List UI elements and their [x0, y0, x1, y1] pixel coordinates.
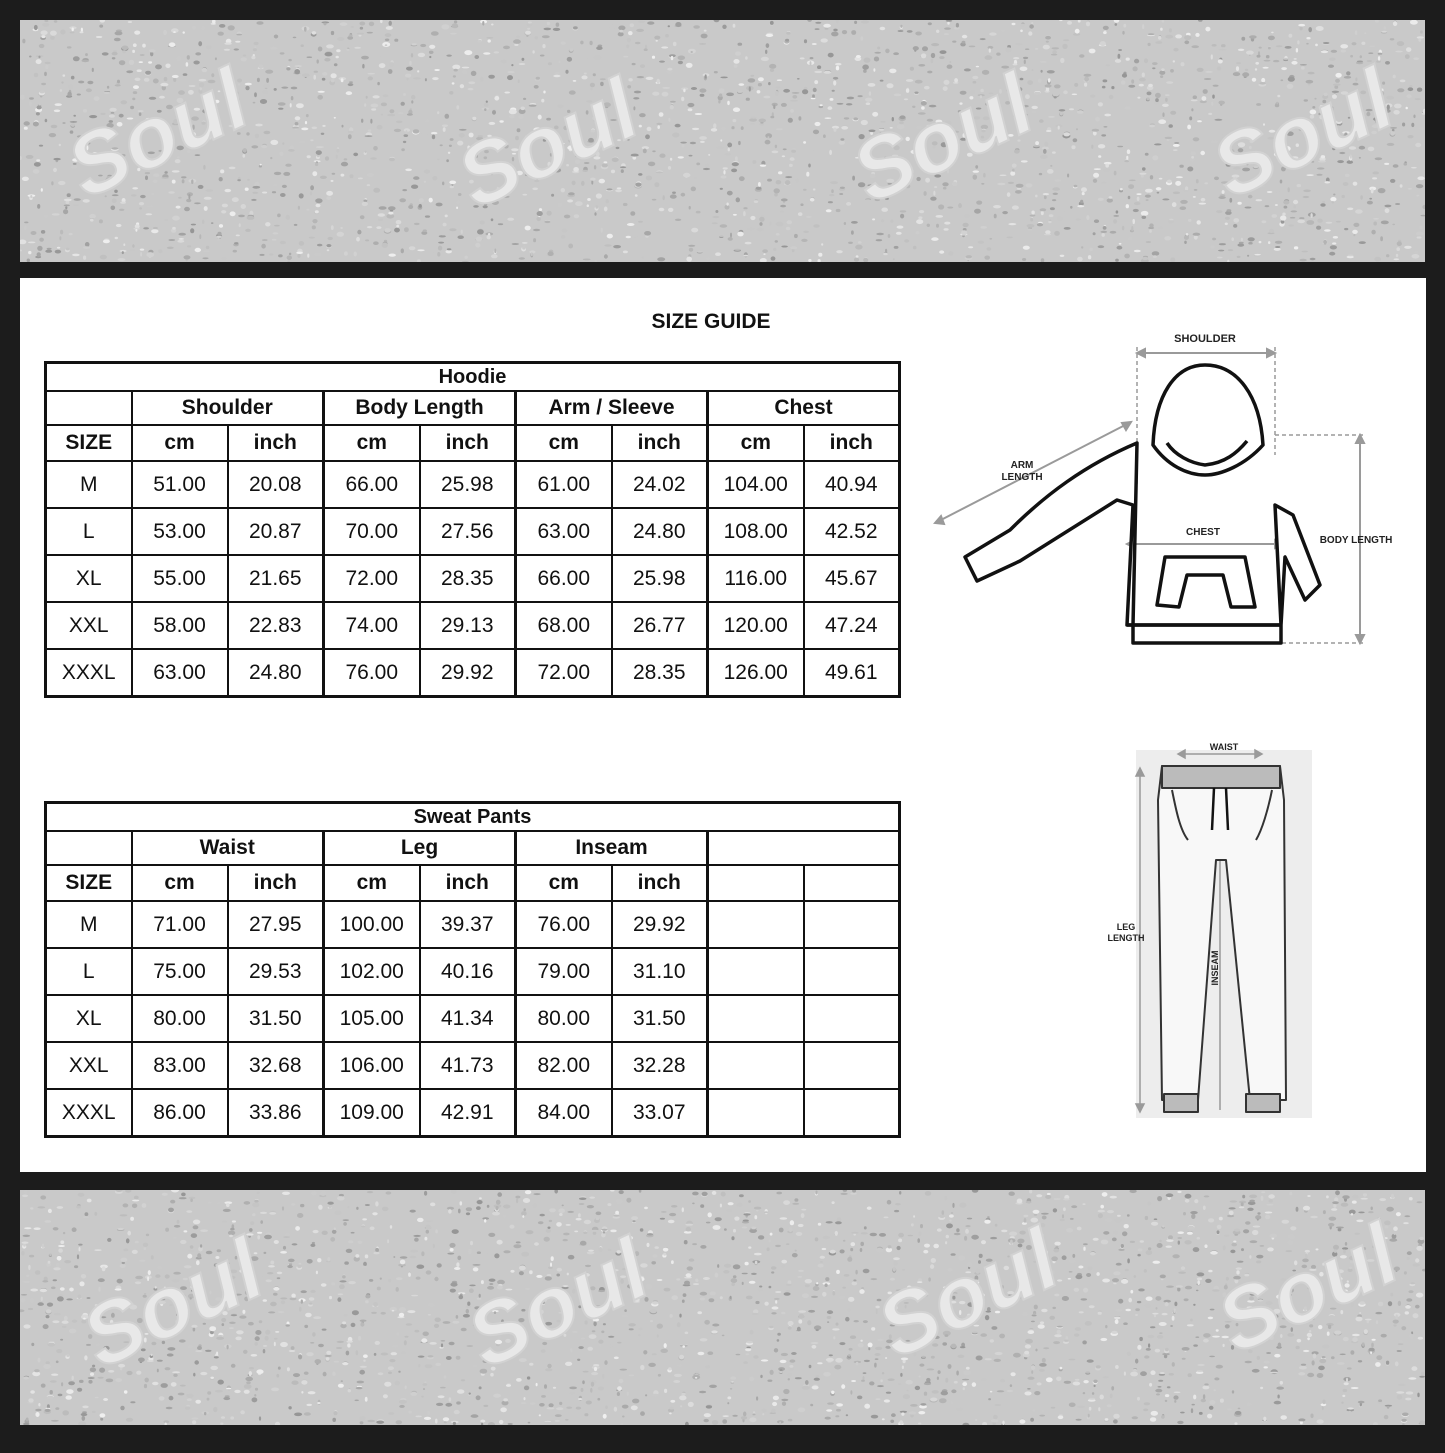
- measurement-cell: [708, 1089, 804, 1137]
- unit-header: inch: [612, 425, 708, 461]
- waist-label: WAIST: [1209, 742, 1239, 752]
- unit-header: inch: [228, 425, 324, 461]
- measurement-cell: 126.00: [708, 649, 804, 697]
- measurement-cell: 24.80: [228, 649, 324, 697]
- watermark-logo: [453, 1220, 664, 1387]
- measurement-cell: [804, 948, 900, 995]
- table-row: [46, 508, 900, 555]
- measurement-cell: 42.52: [804, 508, 900, 555]
- measurement-cell: 31.50: [612, 995, 708, 1042]
- measurement-cell: 72.00: [516, 649, 612, 697]
- measurement-cell: 109.00: [324, 1089, 420, 1137]
- svg-text:Soul: Soul: [53, 50, 263, 217]
- measurement-cell: 31.10: [612, 948, 708, 995]
- measurement-cell: 76.00: [324, 649, 420, 697]
- measurement-cell: 105.00: [324, 995, 420, 1042]
- measurement-cell: 79.00: [516, 948, 612, 995]
- watermark-logo: [53, 50, 264, 217]
- hoodie-diagram: [925, 325, 1405, 675]
- measurement-cell: 33.86: [228, 1089, 324, 1137]
- table-row: [46, 461, 900, 508]
- measurement-cell: 104.00: [708, 461, 804, 508]
- table-row: [46, 555, 900, 602]
- measurement-cell: 63.00: [132, 649, 228, 697]
- measurement-cell: 27.56: [420, 508, 516, 555]
- group-header: Leg: [324, 831, 516, 865]
- measurement-cell: 80.00: [132, 995, 228, 1042]
- watermark-logo: [1198, 50, 1409, 217]
- table-row: [46, 602, 900, 649]
- measurement-cell: 28.35: [612, 649, 708, 697]
- measurement-cell: 26.77: [612, 602, 708, 649]
- measurement-cell: 47.24: [804, 602, 900, 649]
- measurement-cell: [804, 995, 900, 1042]
- size-cell: L: [46, 948, 132, 995]
- measurement-cell: 102.00: [324, 948, 420, 995]
- measurement-cell: 27.95: [228, 901, 324, 948]
- blank-header-cell: [46, 831, 132, 865]
- measurement-cell: 116.00: [708, 555, 804, 602]
- measurement-cell: 25.98: [420, 461, 516, 508]
- measurement-cell: 49.61: [804, 649, 900, 697]
- arm-label: LENGTH: [1001, 472, 1043, 483]
- group-header: Waist: [132, 831, 324, 865]
- measurement-cell: [708, 901, 804, 948]
- measurement-cell: 70.00: [324, 508, 420, 555]
- pants-table-caption: Sweat Pants: [46, 803, 900, 832]
- size-cell: XXL: [46, 602, 132, 649]
- measurement-cell: 40.16: [420, 948, 516, 995]
- measurement-cell: 80.00: [516, 995, 612, 1042]
- unit-header: cm: [516, 425, 612, 461]
- measurement-cell: 86.00: [132, 1089, 228, 1137]
- measurement-cell: 106.00: [324, 1042, 420, 1089]
- arm-label: ARM: [1010, 460, 1034, 471]
- measurement-cell: [708, 948, 804, 995]
- unit-header: [804, 865, 900, 901]
- top-pattern-svg: [20, 20, 1425, 262]
- watermark-logo: [838, 55, 1049, 222]
- group-header: Shoulder: [132, 391, 324, 425]
- measurement-cell: [708, 995, 804, 1042]
- measurement-cell: 40.94: [804, 461, 900, 508]
- unit-header: cm: [132, 425, 228, 461]
- shoulder-label: SHOULDER: [1174, 333, 1236, 345]
- measurement-cell: 32.68: [228, 1042, 324, 1089]
- pants-diagram: [1100, 740, 1320, 1125]
- size-cell: XXXL: [46, 1089, 132, 1137]
- measurement-cell: 55.00: [132, 555, 228, 602]
- measurement-cell: 84.00: [516, 1089, 612, 1137]
- unit-header-row: [46, 865, 900, 901]
- watermark-logo: [443, 60, 654, 227]
- leg-label: LENGTH: [1107, 933, 1145, 943]
- measurement-cell: 29.92: [612, 901, 708, 948]
- size-cell: L: [46, 508, 132, 555]
- hoodie-outline: [965, 365, 1320, 643]
- unit-header: inch: [804, 425, 900, 461]
- measurement-cell: 41.34: [420, 995, 516, 1042]
- measurement-cell: 61.00: [516, 461, 612, 508]
- measurement-cell: 66.00: [516, 555, 612, 602]
- unit-header: cm: [708, 425, 804, 461]
- inseam-label: INSEAM: [1210, 950, 1220, 986]
- body-length-label: BODY LENGTH: [1319, 535, 1393, 546]
- size-cell: M: [46, 901, 132, 948]
- measurement-cell: 25.98: [612, 555, 708, 602]
- group-header: Arm / Sleeve: [516, 391, 708, 425]
- chest-label: CHEST: [1186, 527, 1220, 538]
- unit-header: cm: [324, 425, 420, 461]
- svg-text:Soul: Soul: [443, 60, 653, 227]
- measurement-cell: [708, 1042, 804, 1089]
- table-row: [46, 995, 900, 1042]
- svg-text:Soul: Soul: [1198, 50, 1408, 217]
- page-title: SIZE GUIDE: [651, 310, 771, 333]
- group-header: [708, 831, 900, 865]
- size-cell: XL: [46, 555, 132, 602]
- measurement-cell: 29.53: [228, 948, 324, 995]
- unit-header: inch: [420, 425, 516, 461]
- measurement-cell: 108.00: [708, 508, 804, 555]
- top-pattern-band: [20, 20, 1425, 262]
- unit-header: cm: [324, 865, 420, 901]
- unit-header: inch: [228, 865, 324, 901]
- unit-header: [708, 865, 804, 901]
- measurement-cell: 120.00: [708, 602, 804, 649]
- measurement-cell: [804, 1089, 900, 1137]
- measurement-cell: 32.28: [612, 1042, 708, 1089]
- measurement-cell: 42.91: [420, 1089, 516, 1137]
- table-row: [46, 1089, 900, 1137]
- measurement-cell: 28.35: [420, 555, 516, 602]
- size-header: SIZE: [46, 425, 132, 461]
- table-row: [46, 649, 900, 697]
- unit-header: inch: [612, 865, 708, 901]
- measurement-cell: 20.08: [228, 461, 324, 508]
- leg-label: LEG: [1116, 922, 1136, 932]
- measurement-cell: 58.00: [132, 602, 228, 649]
- measurement-cell: 100.00: [324, 901, 420, 948]
- table-row: [46, 1042, 900, 1089]
- measurement-cell: 24.80: [612, 508, 708, 555]
- measurement-cell: 24.02: [612, 461, 708, 508]
- measurement-cell: 71.00: [132, 901, 228, 948]
- measurement-cell: [804, 901, 900, 948]
- measurement-cell: 45.67: [804, 555, 900, 602]
- watermark-logo: [863, 1210, 1074, 1377]
- measurement-cell: [804, 1042, 900, 1089]
- measurement-cell: 31.50: [228, 995, 324, 1042]
- measurement-cell: 41.73: [420, 1042, 516, 1089]
- bottom-pattern-band: [20, 1190, 1425, 1425]
- hoodie-size-table: [44, 361, 901, 698]
- measurement-cell: 76.00: [516, 901, 612, 948]
- measurement-cell: 63.00: [516, 508, 612, 555]
- measurement-cell: 75.00: [132, 948, 228, 995]
- group-header: Inseam: [516, 831, 708, 865]
- measurement-cell: 74.00: [324, 602, 420, 649]
- table-row: [46, 948, 900, 995]
- size-cell: XXXL: [46, 649, 132, 697]
- measurement-cell: 51.00: [132, 461, 228, 508]
- measurement-cell: 72.00: [324, 555, 420, 602]
- measurement-cell: 21.65: [228, 555, 324, 602]
- unit-header: inch: [420, 865, 516, 901]
- measurement-cell: 68.00: [516, 602, 612, 649]
- size-header: SIZE: [46, 865, 132, 901]
- group-header: Chest: [708, 391, 900, 425]
- measurement-cell: 22.83: [228, 602, 324, 649]
- unit-header: cm: [516, 865, 612, 901]
- measurement-cell: 29.92: [420, 649, 516, 697]
- size-cell: M: [46, 461, 132, 508]
- unit-header-row: [46, 425, 900, 461]
- measurement-cell: 82.00: [516, 1042, 612, 1089]
- measurement-cell: 20.87: [228, 508, 324, 555]
- pants-size-table: [44, 801, 901, 1138]
- table-row: [46, 901, 900, 948]
- measurement-cell: 53.00: [132, 508, 228, 555]
- watermark-logo: [68, 1220, 279, 1387]
- group-header: Body Length: [324, 391, 516, 425]
- hoodie-table-caption: Hoodie: [46, 363, 900, 392]
- svg-text:Soul: Soul: [838, 55, 1048, 222]
- size-cell: XXL: [46, 1042, 132, 1089]
- blank-header-cell: [46, 391, 132, 425]
- unit-header: cm: [132, 865, 228, 901]
- measurement-cell: 83.00: [132, 1042, 228, 1089]
- measurement-cell: 66.00: [324, 461, 420, 508]
- measurement-cell: 33.07: [612, 1089, 708, 1137]
- bottom-pattern-svg: [20, 1190, 1425, 1425]
- measurement-cell: 39.37: [420, 901, 516, 948]
- size-cell: XL: [46, 995, 132, 1042]
- measure-arrows: [935, 349, 1364, 643]
- measurement-cell: 29.13: [420, 602, 516, 649]
